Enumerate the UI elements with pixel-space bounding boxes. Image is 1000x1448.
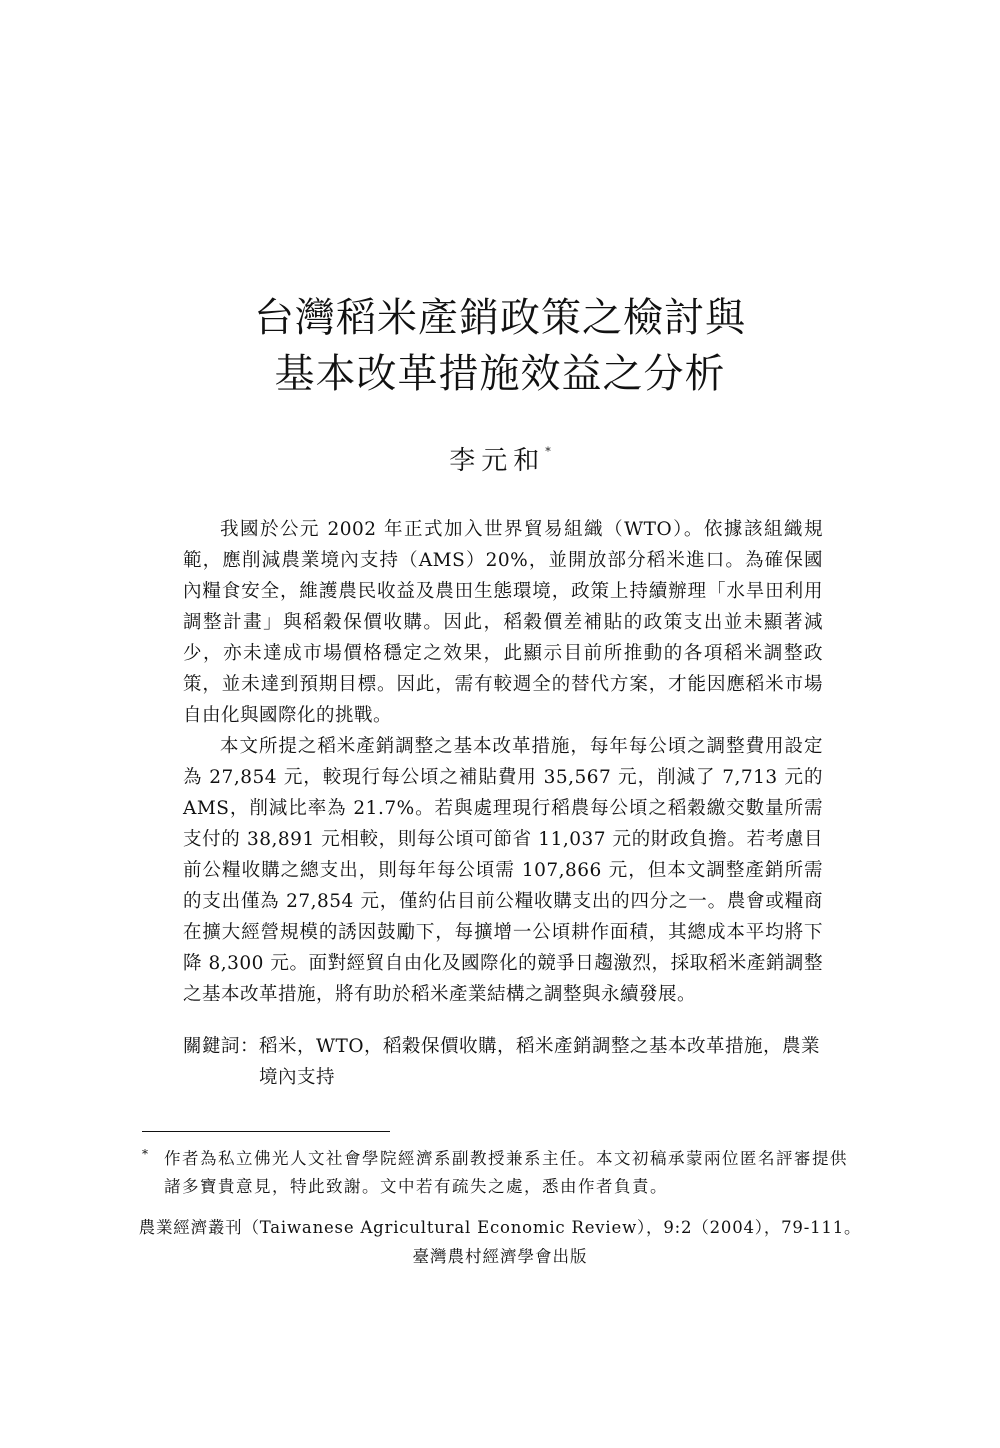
title-line-1: 台灣稻米產銷政策之檢討與: [254, 295, 746, 341]
author-name: [0, 440, 1000, 477]
title-line-2: 基本改革措施效益之分析: [274, 351, 726, 397]
footnote-text: 作者為私立佛光人文社會學院經濟系副教授兼系主任。本文初稿承蒙兩位匿名評審提供諸多寶貴意見，特此致謝。文中若有疏失之處，悉由作者負責。: [164, 1149, 848, 1196]
abstract: [183, 514, 823, 1010]
author-name-text: 李元和: [449, 446, 546, 476]
keywords: [183, 1031, 823, 1093]
abstract-paragraph-1: 我國於公元 2002 年正式加入世界貿易組織（WTO）。依據該組織規範，應削減農業境內支持（AMS）20%，並開放部分稻米進口。為確保國內糧食安全，維護農民收益及農田生態環境，政策上持續辦理「水旱田利用調整計畫」與稻穀保價收購。因此，稻穀價差補貼的政策支出並未顯著減少，亦未達成市場價格穩定之效果，此顯示目前所推動的各項稻米調整政策，並未達到預期目標。因此，需有較週全的替代方案，才能因應稻米市場自由化與國際化的挑戰。: [183, 519, 823, 726]
journal-citation: 農業經濟叢刊（Taiwanese Agricultural Economic Review），9:2（2004），79-111。: [138, 1218, 862, 1237]
keywords-label: 關鍵詞：: [183, 1036, 260, 1057]
paper-title: [0, 290, 1000, 402]
publisher-line: 臺灣農村經濟學會出版: [412, 1247, 588, 1266]
author-footnote-mark: *: [545, 445, 551, 459]
author-footnote: [142, 1145, 862, 1201]
footnote-divider: [142, 1131, 390, 1132]
abstract-paragraph-2: 本文所提之稻米產銷調整之基本改革措施，每年每公頃之調整費用設定為 27,854 元，較現行每公頃之補貼費用 35,567 元，削減了 7,713 元的AMS，削減比率為 21.7%。若與處理現行稻農每公頃之稻穀繳交數量所需支付的 38,891 元相較，則每公頃可節省 11,037 元的財政負擔。若考慮目前公糧收購之總支出，則每年每公頃需 107,866 元，但本文調整產銷所需的支出僅為 27,854 元，僅約佔目前公糧收購支出的四分之一。農會或糧商在擴大經營規模的誘因鼓勵下，每擴增一公頃耕作面積，其總成本平均將下降 8,300 元。面對經貿自由化及國際化的競爭日趨激烈，採取稻米產銷調整之基本改革措施，將有助於稻米產業結構之調整與永續發展。: [183, 736, 823, 1005]
keywords-text: 稻米，WTO，稻穀保價收購，稻米產銷調整之基本改革措施，農業境內支持: [259, 1036, 821, 1088]
footnote-mark: *: [142, 1147, 150, 1161]
